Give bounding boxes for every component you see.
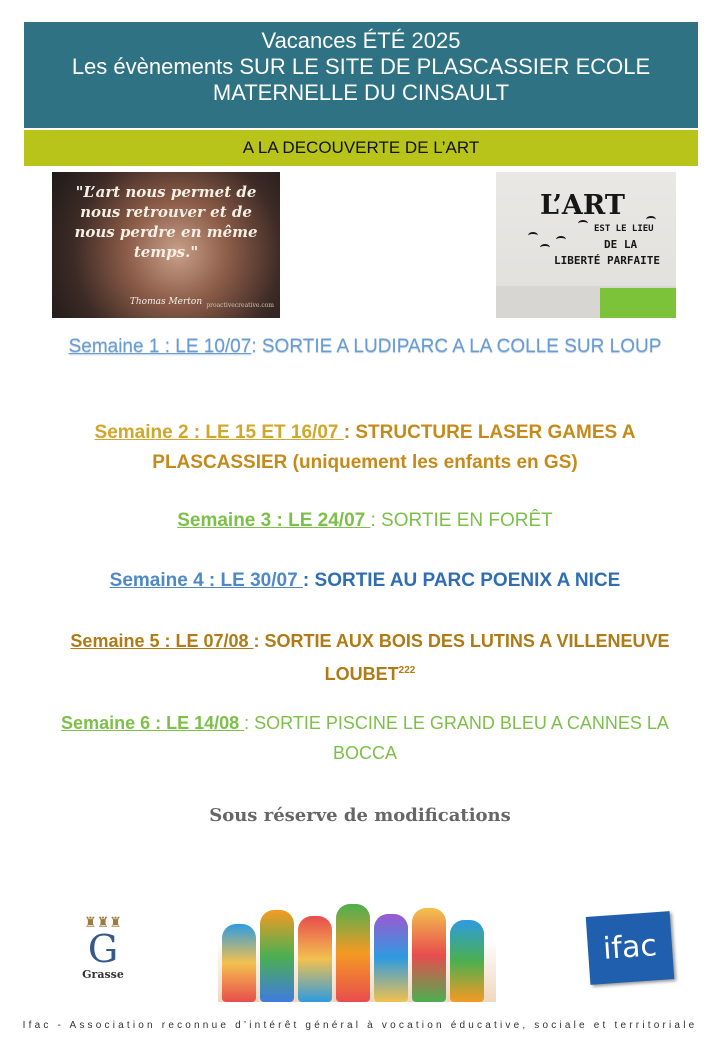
- quote-author: Thomas Merton: [129, 297, 203, 307]
- event-week-6-label: Semaine 6 : LE 14/08: [61, 713, 245, 733]
- header-title: Vacances ÉTÉ 2025: [261, 28, 461, 53]
- art-wall-image: [496, 172, 676, 318]
- event-week-1-text: : SORTIE A LUDIPARC A LA COLLE SUR LOUP: [251, 336, 662, 357]
- hand-shape: [374, 914, 408, 1002]
- bird-icon: [556, 236, 566, 243]
- header-banner: [24, 22, 698, 128]
- art-text-line3: DE LA: [604, 238, 638, 251]
- grasse-g-mark: G: [87, 927, 119, 971]
- event-week-5: [60, 626, 680, 689]
- quote-text: "L’art nous permet de nous retrouver et de nous perdre en même temps.": [74, 183, 258, 261]
- hand-shape: [412, 908, 446, 1002]
- event-week-2: [40, 418, 690, 478]
- quote-image: [52, 172, 280, 318]
- sofa-shape: [600, 288, 676, 318]
- reservation-notice: Sous réserve de modifications: [209, 805, 511, 826]
- header-subtitle-line2: MATERNELLE DU CINSAULT: [212, 80, 510, 105]
- art-text-line2: EST LE LIEU: [594, 224, 654, 234]
- event-week-5-label: Semaine 5 : LE 07/08: [70, 631, 254, 651]
- event-week-2-label: Semaine 2 : LE 15 ET 16/07: [94, 422, 344, 443]
- art-text-line4: LIBERTÉ PARFAITE: [554, 254, 660, 267]
- event-week-3-label: Semaine 3 : LE 24/07: [177, 510, 371, 531]
- event-week-1-label: Semaine 1 : LE 10/07: [68, 336, 252, 357]
- bird-icon: [528, 232, 538, 239]
- art-text-line1: L’ART: [540, 190, 625, 221]
- ifac-logo: ifac: [586, 911, 675, 985]
- event-week-2-text: : STRUCTURE LASER GAMES A PLASCASSIER (uniquement les enfants en GS): [152, 422, 636, 473]
- grasse-logo-text: Grasse: [82, 968, 124, 981]
- event-week-1: [40, 332, 690, 362]
- event-week-3: [40, 506, 690, 536]
- event-week-5-text: : SORTIE AUX BOIS DES LUTINS A VILLENEUVE LOUBET: [253, 631, 670, 684]
- footer-text: Ifac - Association reconnue d’intérêt général à vocation éducative, sociale et territoriale: [22, 1020, 698, 1031]
- theme-bar: A LA DECOUVERTE DE L’ART: [24, 130, 698, 166]
- event-week-6: [40, 708, 690, 768]
- bird-icon: [646, 216, 656, 223]
- bird-icon: [540, 244, 550, 251]
- event-week-6-text: : SORTIE PISCINE LE GRAND BLEU A CANNES LA BOCCA: [244, 713, 669, 763]
- painted-hands-image: [218, 896, 496, 1002]
- hand-shape: [298, 916, 332, 1002]
- event-week-4: [40, 566, 690, 596]
- hand-shape: [222, 924, 256, 1002]
- hand-shape: [260, 910, 294, 1002]
- event-week-4-label: Semaine 4 : LE 30/07: [109, 570, 303, 591]
- hand-shape: [450, 920, 484, 1002]
- event-week-3-text: : SORTIE EN FORÊT: [370, 510, 553, 531]
- header-subtitle-line1: Les évènements SUR LE SITE DE PLASCASSIER ECOLE: [71, 54, 651, 79]
- grasse-logo: [78, 914, 128, 994]
- quote-credit: proactivecreative.com: [206, 302, 274, 309]
- hand-shape: [336, 904, 370, 1002]
- bird-icon: [578, 220, 588, 227]
- crown-icon: ♜♜♜: [84, 914, 122, 930]
- event-week-5-sup: 222: [398, 665, 416, 676]
- event-week-4-text: : SORTIE AU PARC POENIX A NICE: [302, 570, 621, 591]
